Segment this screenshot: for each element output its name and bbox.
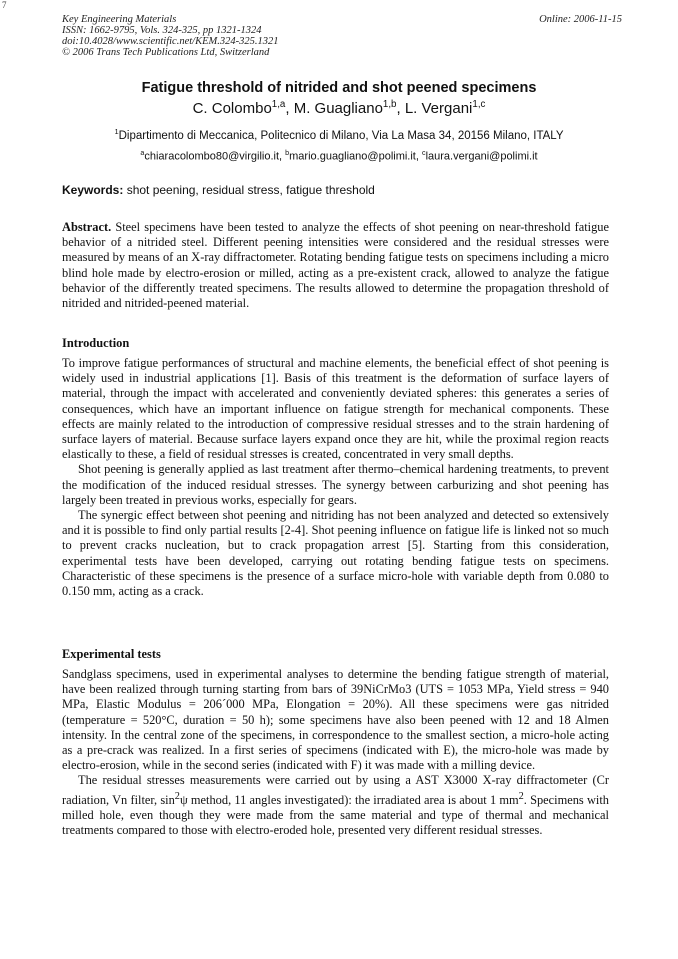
superscript: 2 bbox=[174, 790, 180, 802]
author-name: L. Vergani bbox=[404, 100, 473, 117]
email-address[interactable]: laura.vergani@polimi.it bbox=[425, 150, 538, 163]
keywords bbox=[62, 183, 622, 197]
author-sep: , bbox=[285, 100, 294, 117]
online-date: Online: 2006-11-15 bbox=[539, 14, 622, 25]
doi-line[interactable]: doi:10.4028/www.scientific.net/KEM.324-325.1321 bbox=[62, 36, 279, 47]
paragraph-text: . Specimens with milled hole, even though they were made from the same material and type of thermal and mechanical treatments compared to those with electro-eroded hole, presented very different residual stresses. bbox=[62, 792, 609, 838]
email-sup: a bbox=[140, 149, 145, 157]
author-name: M. Guagliano bbox=[293, 100, 383, 117]
affiliation bbox=[0, 127, 678, 142]
section-heading-experimental: Experimental tests bbox=[62, 647, 161, 661]
author-sep: , bbox=[396, 100, 405, 117]
corner-mark: 7 bbox=[2, 0, 7, 10]
affiliation-sup: 1 bbox=[114, 127, 119, 136]
journal-header bbox=[62, 14, 622, 58]
abstract-text: Steel specimens have been tested to analyze the effects of shot peening on near-threshold fatigue behavior of a nitrided steel. Different peening intensities were considered and the residual stresses were measured by means of an X-ray diffractometer. Rotating bending fatigue tests on specimens including a micro blind hole made by electro-erosion or milled, acting as a pre-existent crack, allowed to analyze the fatigue behavior of the differently treated specimens. The results allowed to determine the propagation threshold of nitrided and nitrided-peened material. bbox=[62, 220, 609, 311]
email-sup: c bbox=[421, 149, 426, 157]
author-sup: 1,c bbox=[472, 99, 486, 110]
author-sup: 1,b bbox=[382, 99, 397, 110]
paragraph: The synergic effect between shot peening and nitriding has not been analyzed and detected so extensively and it is possible to find only partial results [2-4]. Shot peening influence on fatigue life is linked not so much to prevent cracks nucleation, but to crack propagation arrest [5]. Starting from this consideration, experimental tests have been developed, carrying out rotating bending fatigue tests on specimens. Characteristic of these specimens is the presence of a surface micro-hole with variable depth from 0.080 to 0.150 mm, acting as a crack. bbox=[62, 508, 609, 599]
journal-name: Key Engineering Materials bbox=[62, 14, 177, 25]
issn-line: ISSN: 1662-9795, Vols. 324-325, pp 1321-1324 bbox=[62, 25, 262, 36]
paragraph-text: The residual stresses measurements were carried out by using a AST X3000 X-ray diffractometer (Cr radiation, Vn filter, sin bbox=[62, 773, 609, 807]
paragraph: Shot peening is generally applied as last treatment after thermo–chemical hardening treatments, to prevent the modification of the induced residual stresses. The synergy between carburizing and shot peening has largely been treated in previous works, especially for gears. bbox=[62, 462, 609, 507]
author-name: C. Colombo bbox=[192, 100, 272, 117]
email-sup: b bbox=[285, 149, 290, 157]
experimental-body bbox=[62, 667, 609, 838]
keywords-label: Keywords: bbox=[62, 183, 124, 197]
superscript: 2 bbox=[518, 790, 524, 802]
copyright-line: © 2006 Trans Tech Publications Ltd, Switzerland bbox=[62, 47, 270, 58]
introduction-body bbox=[62, 356, 609, 599]
paragraph: To improve fatigue performances of structural and machine elements, the beneficial effect of shot peening is widely used in industrial applications [1]. Basis of this treatment is the deformation of surface layers of material, through the impact with accelerated and conveniently deviated spheres: this generates a series of consequences, which have an important influence on fatigue strength for mechanical components. These effects are mainly related to the introduction of compressive residual stresses and to the strain hardening of surface layers of material. Because surface layers expand once they are hit, while the proximal region reacts elastically to these, a field of residual stresses is created, concentrated in very small depths. bbox=[62, 356, 609, 462]
paragraph: Sandglass specimens, used in experimental analyses to determine the bending fatigue strength of material, have been realized through turning starting from bars of 39NiCrMo3 (UTS = 1053 MPa, Yield stress = 940 MPa, Elastic Modulus = 206´000 MPa, Elongation = 20%). All these specimens were gas nitrided (temperature = 520°C, duration = 50 h); some specimens have also been peened with 12 and 18 Almen intensity. In the central zone of the specimens, in correspondence to the smallest section, a micro-hole acting as a pre-crack was realized. In a first series of specimens (indicated with E), the micro-hole was made by electro-erosion, while in the second series (indicated with F) it was made with a milling device. bbox=[62, 667, 609, 773]
abstract-label: Abstract. bbox=[62, 220, 112, 234]
paragraph bbox=[62, 773, 609, 838]
keywords-text: shot peening, residual stress, fatigue threshold bbox=[123, 183, 375, 197]
paper-title: Fatigue threshold of nitrided and shot peened specimens bbox=[141, 80, 537, 96]
email-list bbox=[0, 149, 678, 163]
author-list bbox=[0, 99, 678, 117]
paragraph-text: ψ method, 11 angles investigated): the irradiated area is about 1 mm bbox=[179, 792, 519, 807]
affiliation-text: Dipartimento di Meccanica, Politecnico di Milano, Via La Masa 34, 20156 Milano, ITALY bbox=[118, 129, 564, 142]
email-address[interactable]: mario.guagliano@polimi.it, bbox=[289, 150, 422, 163]
email-address[interactable]: chiaracolombo80@virgilio.it, bbox=[144, 150, 286, 163]
author-sup: 1,a bbox=[271, 99, 286, 110]
abstract bbox=[62, 220, 609, 311]
section-heading-introduction: Introduction bbox=[62, 336, 130, 350]
